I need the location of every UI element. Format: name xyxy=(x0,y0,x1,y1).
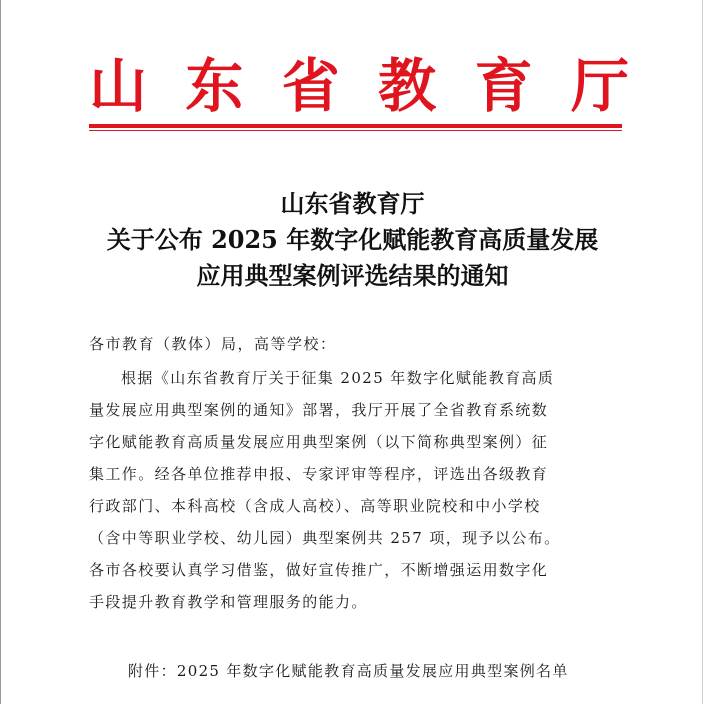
body-paragraph-line: 字化赋能教育高质量发展应用典型案例（以下简称典型案例）征 xyxy=(89,433,549,451)
notice-title-line: 山东省教育厅 xyxy=(280,189,425,218)
notice-title-line: 关于公布 2025 年数字化赋能教育高质量发展 xyxy=(106,225,599,254)
notice-title xyxy=(61,186,644,294)
letterhead-char: 教 xyxy=(378,52,437,120)
body-paragraph-line: 根据《山东省教育厅关于征集 2025 年数字化赋能教育高质 xyxy=(121,369,555,387)
body-paragraph-line: 各市各校要认真学习借鉴，做好宣传推广，不断增强运用数字化 xyxy=(89,561,549,579)
body-paragraph-line: 手段提升教育教学和管理服务的能力。 xyxy=(89,593,368,611)
body-paragraph-line: 集工作。经各单位推荐申报、专家评审等程序，评选出各级教育 xyxy=(89,465,549,483)
letterhead-char: 东 xyxy=(185,52,244,120)
body-paragraph-line: （含中等职业学校、幼儿园）典型案例共 257 项，现予以公布。 xyxy=(89,529,561,547)
body-paragraph-line: 量发展应用典型案例的通知》部署，我厅开展了全省教育系统数 xyxy=(89,401,549,419)
letterhead-char: 厅 xyxy=(570,52,629,120)
letterhead-rule-thick xyxy=(89,124,622,128)
letterhead-rule-thin xyxy=(89,130,622,131)
body-paragraph-line: 行政部门、本科高校（含成人高校）、高等职业院校和中小学校 xyxy=(89,497,541,515)
letterhead-char: 省 xyxy=(281,52,340,120)
letterhead-char: 育 xyxy=(474,52,533,120)
attachment-line: 附件：2025 年数字化赋能教育高质量发展应用典型案例名单 xyxy=(128,662,569,680)
notice-title-line: 应用典型案例评选结果的通知 xyxy=(196,261,509,290)
letterhead-char: 山 xyxy=(89,52,148,120)
salutation: 各市教育（教体）局，高等学校： xyxy=(89,335,337,353)
letterhead-title xyxy=(89,50,629,122)
